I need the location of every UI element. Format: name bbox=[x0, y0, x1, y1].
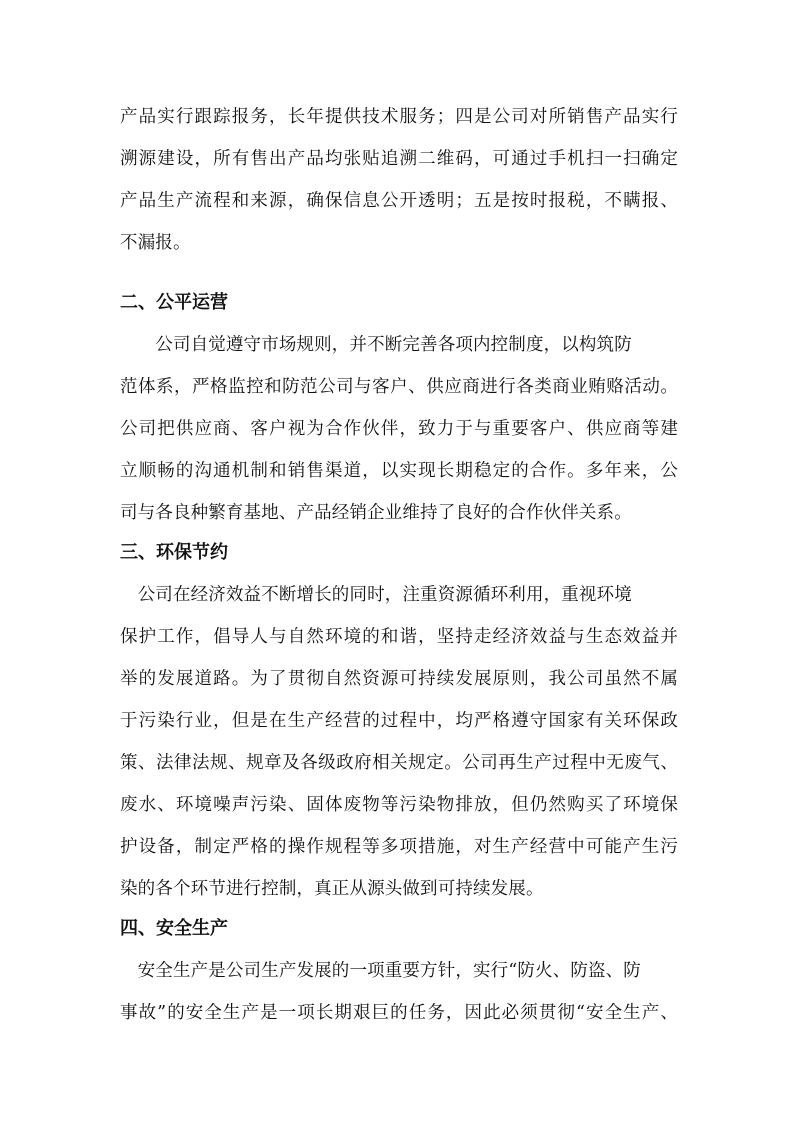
paragraph-line: 溯源建设，所有售出产品均张贴追溯二维码，可通过手机扫一扫确定 bbox=[120, 149, 678, 169]
paragraph-line: 事故”的安全生产是一项长期艰巨的任务，因此必须贯彻“安全生产、 bbox=[120, 1003, 678, 1023]
paragraph-line: 安全生产是公司生产发展的一项重要方针，实行“防火、防盗、防 bbox=[120, 961, 641, 981]
paragraph-line: 公司把供应商、客户视为合作伙伴，致力于与重要客户、供应商等建 bbox=[120, 419, 678, 439]
paragraph-line: 不漏报。 bbox=[120, 233, 191, 253]
paragraph-line: 范体系，严格监控和防范公司与客户、供应商进行各类商业贿赂活动。 bbox=[120, 377, 678, 397]
paragraph-line: 举的发展道路。为了贯彻自然资源可持续发展原则，我公司虽然不属 bbox=[120, 669, 678, 689]
section-heading-safety: 四、安全生产 bbox=[120, 918, 228, 939]
section-heading-environment: 三、环保节约 bbox=[120, 542, 228, 563]
paragraph-line: 于污染行业，但是在生产经营的过程中，均严格遵守国家有关环保政 bbox=[120, 711, 678, 731]
section-heading-fair-operation: 二、公平运营 bbox=[120, 292, 228, 313]
paragraph-line: 产品生产流程和来源，确保信息公开透明；五是按时报税，不瞒报、 bbox=[120, 191, 678, 211]
paragraph-line: 保护工作，倡导人与自然环境的和谐，坚持走经济效益与生态效益并 bbox=[120, 627, 678, 647]
paragraph-line: 公司在经济效益不断增长的同时，注重资源循环利用，重视环境 bbox=[120, 585, 632, 605]
paragraph-line: 公司自觉遵守市场规则，并不断完善各项内控制度，以构筑防 bbox=[120, 335, 632, 355]
paragraph-line: 产品实行跟踪报务，长年提供技术服务；四是公司对所销售产品实行 bbox=[120, 107, 678, 127]
paragraph-line: 废水、环境噪声污染、固体废物等污染物排放，但仍然购买了环境保 bbox=[120, 795, 678, 815]
paragraph-line: 司与各良种繁育基地、产品经销企业维持了良好的合作伙伴关系。 bbox=[120, 503, 632, 523]
paragraph-line: 染的各个环节进行控制，真正从源头做到可持续发展。 bbox=[120, 879, 544, 899]
paragraph-line: 策、法律法规、规章及各级政府相关规定。公司再生产过程中无废气、 bbox=[120, 753, 678, 773]
paragraph-line: 护设备，制定严格的操作规程等多项措施，对生产经营中可能产生污 bbox=[120, 837, 678, 857]
paragraph-line: 立顺畅的沟通机制和销售渠道，以实现长期稳定的合作。多年来，公 bbox=[120, 461, 678, 481]
